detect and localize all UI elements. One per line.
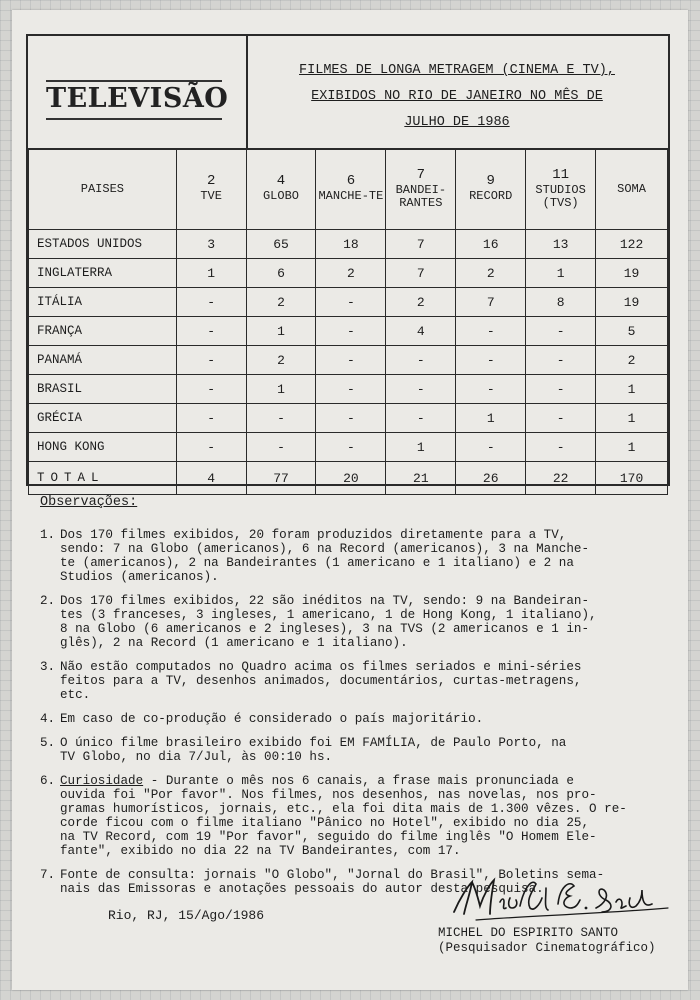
value-cell: - [386,346,456,375]
channel-name: MANCHE-TE [318,189,384,203]
sum-cell: 19 [596,259,668,288]
header-channel [176,149,246,230]
total-cell: 20 [316,462,386,495]
value-cell: 16 [456,230,526,259]
channel-number: 4 [276,173,286,189]
header-channel [526,149,596,230]
note-item [40,712,670,726]
value-cell: - [246,433,316,462]
channel-name: STUDIOS (TVS) [535,182,586,210]
header-paises: PAISES [29,149,177,230]
header-channel [246,149,316,230]
notes-list [40,528,670,896]
films-table [28,148,668,495]
channel-number: 11 [552,166,570,183]
channel-name: RECORD [469,189,513,203]
table-row [29,346,668,375]
value-cell: 1 [456,404,526,433]
note-item [40,774,670,858]
header-soma: SOMA [596,149,668,230]
value-cell: - [316,317,386,346]
title-line: FILMES DE LONGA METRAGEM (CINEMA E TV), [299,63,615,78]
sum-cell: 19 [596,288,668,317]
note-text: Dos 170 filmes exibidos, 20 foram produzidos diretamente para a TV, sendo: 7 na Globo (americanos), 6 na Record (americanos), 3 na Manche- te (americanos), 2 na Bandeirantes (1 americano e 1 italiano) e 2 na Studios (americanos). [60,528,590,584]
total-row [29,462,668,495]
value-cell: 7 [386,259,456,288]
table-row [29,433,668,462]
channel-number: 2 [206,173,216,189]
note-item [40,736,670,764]
country-cell: ITÁLIA [29,288,177,317]
observations [40,496,670,906]
note-number: 3. [40,660,56,674]
note-number: 2. [40,594,56,608]
note-number: 6. [40,774,56,788]
value-cell: 1 [386,433,456,462]
country-cell: HONG KONG [29,433,177,462]
value-cell: - [526,346,596,375]
value-cell: - [176,404,246,433]
value-cell: 65 [246,230,316,259]
value-cell: 6 [246,259,316,288]
document-title [258,58,656,136]
table-row [29,259,668,288]
table-header-row [29,149,668,230]
note-number: 4. [40,712,56,726]
value-cell: - [456,375,526,404]
author-name: MICHEL DO ESPIRITO SANTO [438,926,619,940]
televisao-logo-frame [46,80,229,120]
channel-number: 6 [346,173,356,189]
value-cell: - [386,404,456,433]
value-cell: 18 [316,230,386,259]
note-text: Em caso de co-produção é considerado o país majoritário. [60,712,484,726]
table-box [26,34,670,486]
total-cell: 21 [386,462,456,495]
note-number: 1. [40,528,56,542]
table-row [29,288,668,317]
value-cell: - [246,404,316,433]
value-cell: - [526,317,596,346]
channel-name: GLOBO [262,189,299,203]
value-cell: - [316,288,386,317]
header-channel [316,149,386,230]
value-cell: - [176,346,246,375]
note-text: Fonte de consulta: jornais "O Globo", "Jornal do Brasil", Boletins sema- nais das Emissoras e anotações pessoais do autor desta pesquisa. [60,868,605,896]
place-date: Rio, RJ, 15/Ago/1986 [108,908,265,923]
note-number: 7. [40,868,56,882]
signature-block [438,926,688,956]
table-row [29,404,668,433]
total-label: TOTAL [29,462,177,495]
value-cell: - [316,433,386,462]
country-cell: BRASIL [29,375,177,404]
channel-name: BANDEI-RANTES [395,182,447,210]
value-cell: 1 [246,375,316,404]
value-cell: - [176,317,246,346]
note-text: O único filme brasileiro exibido foi EM FAMÍLIA, de Paulo Porto, na TV Globo, no dia 7/Jul, às 00:10 hs. [60,736,567,764]
sum-cell: 5 [596,317,668,346]
value-cell: - [456,433,526,462]
value-cell: - [456,317,526,346]
note-lead: Curiosidade [60,774,144,788]
total-sum: 170 [596,462,668,495]
value-cell: 4 [386,317,456,346]
value-cell: 7 [456,288,526,317]
value-cell: 13 [526,230,596,259]
country-cell: ESTADOS UNIDOS [29,230,177,259]
channel-name: TVE [200,189,222,203]
value-cell: 7 [386,230,456,259]
note-text [60,774,670,858]
country-cell: GRÉCIA [29,404,177,433]
value-cell: - [176,433,246,462]
value-cell: 2 [316,259,386,288]
note-item [40,660,670,702]
sum-cell: 122 [596,230,668,259]
total-cell: 22 [526,462,596,495]
header-row [28,36,668,150]
value-cell: - [526,375,596,404]
note-number: 5. [40,736,56,750]
value-cell: 2 [246,346,316,375]
value-cell: - [526,433,596,462]
header-channel [386,149,456,230]
value-cell: - [176,375,246,404]
title-line: JULHO DE 1986 [404,115,510,130]
note-item [40,594,670,650]
note-item [40,528,670,584]
note-text: Não estão computados no Quadro acima os filmes seriados e mini-séries feitos para a TV, desenhos animados, documentários, curtas-metragens, etc. [60,660,582,702]
table-row [29,317,668,346]
header-divider [246,36,248,148]
value-cell: 3 [176,230,246,259]
country-cell: PANAMÁ [29,346,177,375]
table-row [29,375,668,404]
channel-number: 9 [486,173,495,189]
value-cell: - [316,375,386,404]
country-cell: FRANÇA [29,317,177,346]
sum-cell: 1 [596,375,668,404]
note-text: Dos 170 filmes exibidos, 22 são inéditos na TV, sendo: 9 na Bandeiran- tes (3 franceses, 3 ingleses, 1 americano, 1 de Hong Kong, 1 italiano), 8 na Globo (6 americanos e 2 ingleses), 3 na TVS (2 americanos e 1 in- glês), 2 na Record (1 americano e 1 italiano). [60,594,597,650]
value-cell: - [456,346,526,375]
table-body [29,230,668,462]
sum-cell: 1 [596,404,668,433]
value-cell: - [316,346,386,375]
value-cell: 1 [526,259,596,288]
sum-cell: 1 [596,433,668,462]
televisao-logo: TELEVISÃO [46,83,229,114]
value-cell: - [176,288,246,317]
header-channel [456,149,526,230]
signature-image [446,868,676,926]
observations-title: Observações: [40,495,138,510]
total-cell: 77 [246,462,316,495]
sum-cell: 2 [596,346,668,375]
total-cell: 26 [456,462,526,495]
note-body: - Durante o mês nos 6 canais, a frase mais pronunciada e ouvida foi "Por favor". Nos filmes, nos desenhos, nas novelas, nos pro- gramas humorísticos, jornais, etc., ela foi dita mais de 1.300 vêzes. O re- corde ficou com o filme italiano "Pânico no Hotel", exibido no dia 25, na TV Record, com 19 "Por favor", seguido do filme inglês "O Homem Ele- fante", exibido no dia 22 na TV Bandeirantes, com 17. [60,774,627,858]
table-row [29,230,668,259]
author-role: (Pesquisador Cinematográfico) [438,941,656,955]
value-cell: 1 [176,259,246,288]
channel-number: 7 [416,166,426,183]
value-cell: 2 [456,259,526,288]
value-cell: - [526,404,596,433]
value-cell: - [316,404,386,433]
country-cell: INGLATERRA [29,259,177,288]
value-cell: 8 [526,288,596,317]
value-cell: 1 [246,317,316,346]
total-cell: 4 [176,462,246,495]
value-cell: - [386,375,456,404]
value-cell: 2 [246,288,316,317]
value-cell: 2 [386,288,456,317]
title-line: EXIBIDOS NO RIO DE JANEIRO NO MÊS DE [311,89,603,104]
